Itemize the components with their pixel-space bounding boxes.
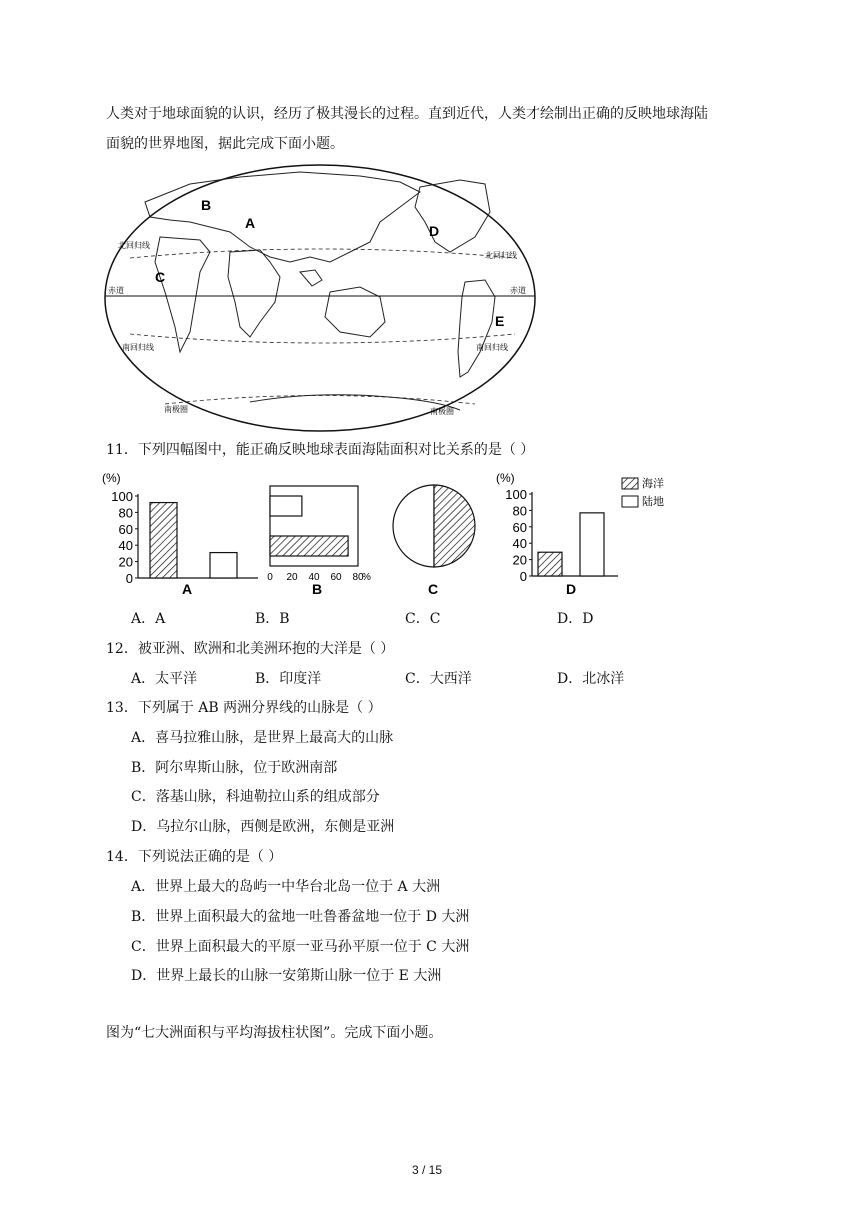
map-equator-label: 赤道 xyxy=(108,286,124,295)
chart-a xyxy=(100,470,260,600)
q13-option-c[interactable]: C．落基山脉，科迪勒拉山系的组成部分 xyxy=(131,789,380,805)
legend-ocean-label: 海洋 xyxy=(642,478,664,490)
slice-ocean xyxy=(434,485,475,567)
y-tick-label: 100 xyxy=(505,487,527,502)
legend-ocean-swatch xyxy=(622,478,638,489)
q12-option-b[interactable]: B．印度洋 xyxy=(255,671,322,687)
map-label-a: A xyxy=(245,215,256,231)
chart-b-label: B xyxy=(312,581,323,597)
q13-stem: 13．下列属于 AB 两洲分界线的山脉是（ ） xyxy=(106,700,382,716)
q12-option-a[interactable]: A．太平洋 xyxy=(131,671,198,687)
bar-ocean xyxy=(538,552,562,576)
q12-option-d[interactable]: D．北冰洋 xyxy=(557,671,625,687)
q14-option-c[interactable]: C．世界上面积最大的平原一亚马孙平原一位于 C 大洲 xyxy=(131,939,470,955)
y-tick-label: 80 xyxy=(118,505,133,521)
map-south-polar-label: 南极圈 xyxy=(164,405,188,414)
map-north-tropic-label: 北回归线 xyxy=(118,241,150,250)
y-tick-label: 40 xyxy=(118,538,133,554)
y-tick-label: 40 xyxy=(512,536,527,552)
y-tick-label: 20 xyxy=(512,552,527,568)
map-label-d: D xyxy=(429,223,440,239)
q13-option-a[interactable]: A．喜马拉雅山脉，是世界上最高大的山脉 xyxy=(131,730,394,746)
y-tick-label: 0 xyxy=(125,571,133,586)
map-label-e: E xyxy=(495,313,505,329)
map-label-c: C xyxy=(155,269,166,285)
chart-b xyxy=(262,470,392,600)
q11-option-c[interactable]: C．C xyxy=(405,611,441,627)
legend-land-swatch xyxy=(622,496,638,507)
world-map xyxy=(100,162,540,434)
map-label-b: B xyxy=(201,197,212,213)
intro-line-1: 人类对于地球面貌的认识，经历了极其漫长的过程。直到近代，人类才绘制出正确的反映地球海陆 xyxy=(106,106,708,122)
q14-option-d[interactable]: D．世界上最长的山脉一安第斯山脉一位于 E 大洲 xyxy=(131,968,442,984)
map-equator-label-right: 赤道 xyxy=(510,286,526,295)
y-tick-label: 60 xyxy=(512,519,527,535)
q12-stem: 12．被亚洲、欧洲和北美洲环抱的大洋是（ ） xyxy=(106,641,395,657)
chart-a-label: A xyxy=(182,581,193,597)
x-tick-label: 80 xyxy=(352,572,364,583)
y-tick-label: 100 xyxy=(111,489,133,504)
q13-option-d[interactable]: D．乌拉尔山脉，西侧是欧洲，东侧是亚洲 xyxy=(131,819,395,835)
bar-land xyxy=(210,553,237,578)
chart-d-unit: (%) xyxy=(496,471,515,485)
chart-a-unit: (%) xyxy=(102,471,121,485)
q14-option-b[interactable]: B．世界上面积最大的盆地一吐鲁番盆地一位于 D 大洲 xyxy=(131,909,470,925)
y-tick-label: 80 xyxy=(512,503,527,519)
x-tick-label: 60 xyxy=(330,572,342,583)
bar-land xyxy=(580,513,604,576)
legend-land-label: 陆地 xyxy=(642,496,664,508)
q14-stem: 14．下列说法正确的是（ ） xyxy=(106,849,283,865)
y-tick-label: 0 xyxy=(519,569,527,584)
q14-option-a[interactable]: A．世界上最大的岛屿一中华台北岛一位于 A 大洲 xyxy=(131,879,441,895)
q13-option-b[interactable]: B．阿尔卑斯山脉，位于欧洲南部 xyxy=(131,760,338,776)
map-south-tropic-label: 南回归线 xyxy=(122,343,154,352)
y-tick-label: 60 xyxy=(118,521,133,537)
next-section-intro: 图为“七大洲面积与平均海拔柱状图”。完成下面小题。 xyxy=(106,1025,443,1041)
q11-option-a[interactable]: A．A xyxy=(131,611,166,627)
q12-option-c[interactable]: C．大西洋 xyxy=(405,671,472,687)
x-unit: % xyxy=(362,572,371,583)
q11-stem: 11．下列四幅图中，能正确反映地球表面海陆面积对比关系的是（ ） xyxy=(106,442,535,458)
bar-land xyxy=(270,496,302,516)
map-north-tropic-label-right: 北回归线 xyxy=(485,251,517,260)
map-south-polar-label-right: 南极圈 xyxy=(430,407,454,416)
q11-option-d[interactable]: D．D xyxy=(557,611,594,627)
q11-option-b[interactable]: B．B xyxy=(255,611,290,627)
x-tick-label: 0 xyxy=(267,572,273,583)
slice-land xyxy=(393,485,434,567)
x-tick-label: 40 xyxy=(308,572,320,583)
chart-d-label: D xyxy=(566,581,577,597)
bar-ocean xyxy=(150,503,177,578)
chart-c xyxy=(388,470,480,600)
chart-c-label: C xyxy=(428,581,439,597)
intro-line-2: 面貌的世界地图，据此完成下面小题。 xyxy=(106,136,344,152)
page-number: 3 / 15 xyxy=(412,1163,443,1177)
x-tick-label: 20 xyxy=(286,572,298,583)
y-tick-label: 20 xyxy=(118,554,133,570)
map-south-tropic-label-right: 南回归线 xyxy=(476,343,508,352)
bar-ocean xyxy=(270,536,348,556)
chart-d xyxy=(494,470,674,600)
